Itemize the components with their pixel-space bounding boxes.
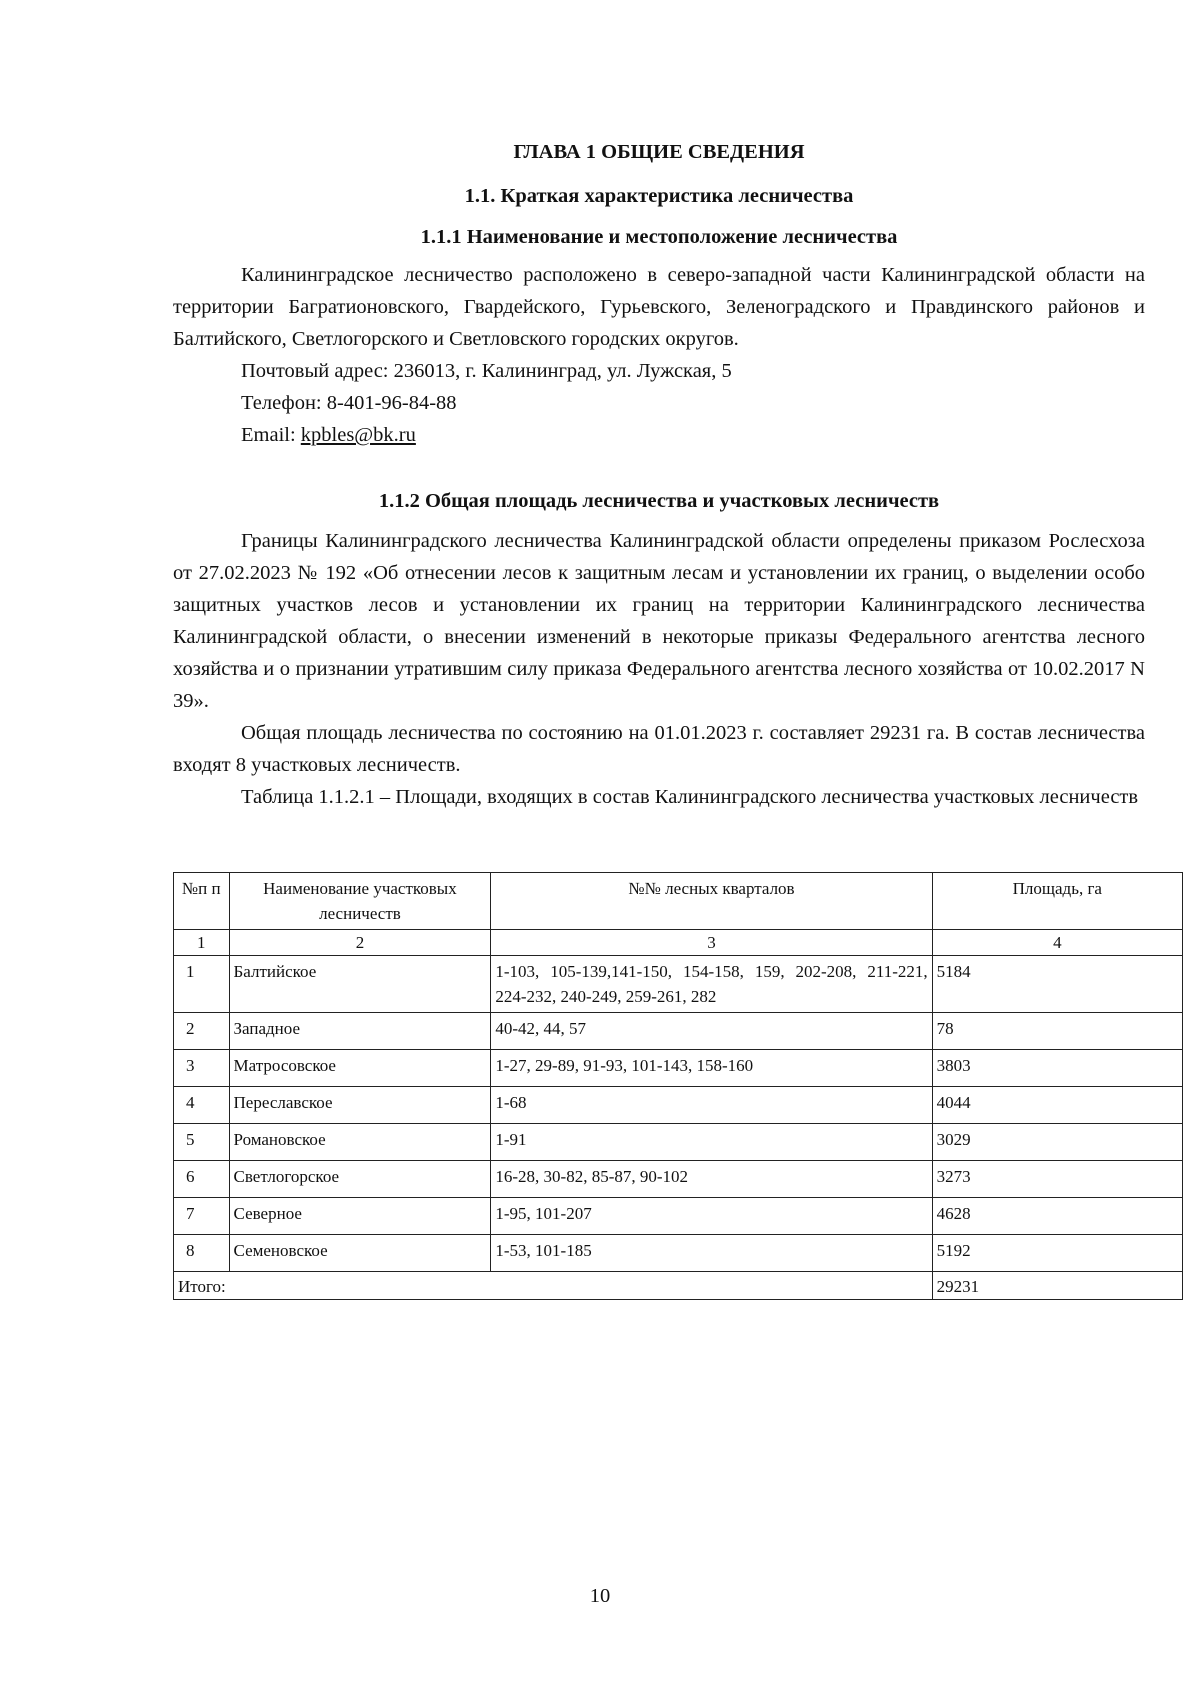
row-number: 7 — [174, 1198, 230, 1235]
table-row — [174, 1013, 1183, 1050]
row-name: Балтийское — [229, 956, 491, 1013]
subsection-1-title: 1.1.1 Наименование и местоположение лесничества — [420, 226, 898, 248]
header-number: №п п — [174, 873, 230, 930]
row-area: 5184 — [932, 956, 1182, 1013]
row-area: 3273 — [932, 1161, 1182, 1198]
row-number: 8 — [174, 1235, 230, 1272]
table-caption: Таблица 1.1.2.1 – Площади, входящих в состав Калининградского лесничества участковых лесничеств — [241, 786, 1139, 808]
forest-areas-table — [173, 872, 1183, 1300]
email-link[interactable]: kpbles@bk.ru — [300, 424, 416, 446]
page-number: 10 — [589, 1585, 611, 1607]
row-quarters: 40-42, 44, 57 — [491, 1013, 932, 1050]
row-name: Семеновское — [229, 1235, 491, 1272]
boundaries-paragraph: Границы Калининградского лесничества Калининградской области определены приказом Рослесхоза от 27.02.2023 № 192 «Об отнесении лесов к защитным лесам и установлении их границ, о выделении особо защитных участков лесов и установлении их границ на территории Калининградского лесничества Калининградской области, о внесении изменений в некоторые приказы Федерального агентства лесного хозяйства и о признании утратившим силу приказа Федерального агентства лесного хозяйства от 10.02.2017 N 39». — [173, 530, 1145, 712]
header-name: Наименование участковых лесничеств — [229, 873, 491, 930]
row-area: 4044 — [932, 1087, 1182, 1124]
postal-address: Почтовый адрес: 236013, г. Калининград, ул. Лужская, 5 — [241, 360, 732, 382]
table-row — [174, 1235, 1183, 1272]
row-quarters: 1-103, 105-139,141-150, 154-158, 159, 202-208, 211-221, 224-232, 240-249, 259-261, 282 — [491, 956, 932, 1013]
email-line — [173, 419, 1145, 451]
table-row — [174, 1198, 1183, 1235]
email-label: Email: — [241, 424, 301, 446]
table-row — [174, 1050, 1183, 1087]
row-area: 4628 — [932, 1198, 1182, 1235]
row-name: Переславское — [229, 1087, 491, 1124]
row-number: 3 — [174, 1050, 230, 1087]
row-quarters: 1-68 — [491, 1087, 932, 1124]
row-number: 2 — [174, 1013, 230, 1050]
row-area: 3029 — [932, 1124, 1182, 1161]
row-name: Светлогорское — [229, 1161, 491, 1198]
row-number: 5 — [174, 1124, 230, 1161]
section-title: 1.1. Краткая характеристика лесничества — [464, 185, 854, 207]
table-row — [174, 1087, 1183, 1124]
table-index-row — [174, 930, 1183, 956]
chapter-title: ГЛАВА 1 ОБЩИЕ СВЕДЕНИЯ — [513, 141, 805, 163]
table-row — [174, 1161, 1183, 1198]
index-cell: 2 — [229, 930, 491, 956]
index-cell: 4 — [932, 930, 1182, 956]
row-number: 6 — [174, 1161, 230, 1198]
page-content — [173, 138, 1145, 813]
index-cell: 1 — [174, 930, 230, 956]
subsection-2-title: 1.1.2 Общая площадь лесничества и участковых лесничеств — [378, 490, 940, 512]
total-label: Итого: — [174, 1272, 933, 1300]
row-name: Северное — [229, 1198, 491, 1235]
table-row — [174, 956, 1183, 1013]
location-paragraph: Калининградское лесничество расположено в северо-западной части Калининградской области на территории Багратионовского, Гвардейского, Гурьевского, Зеленоградского и Правдинского районов и Балтийского, Светлогорского и Светловского городских округов. — [173, 264, 1145, 350]
table-total-row — [174, 1272, 1183, 1300]
row-name: Матросовское — [229, 1050, 491, 1087]
total-area-paragraph: Общая площадь лесничества по состоянию на 01.01.2023 г. составляет 29231 га. В состав лесничества входят 8 участковых лесничеств. — [173, 722, 1145, 776]
phone-line: Телефон: 8-401-96-84-88 — [241, 392, 457, 414]
row-quarters: 1-91 — [491, 1124, 932, 1161]
header-quarters: №№ лесных кварталов — [491, 873, 932, 930]
row-area: 5192 — [932, 1235, 1182, 1272]
table-row — [174, 1124, 1183, 1161]
row-quarters: 16-28, 30-82, 85-87, 90-102 — [491, 1161, 932, 1198]
index-cell: 3 — [491, 930, 932, 956]
row-area: 3803 — [932, 1050, 1182, 1087]
row-quarters: 1-95, 101-207 — [491, 1198, 932, 1235]
row-number: 1 — [174, 956, 230, 1013]
table-header-row — [174, 873, 1183, 930]
row-number: 4 — [174, 1087, 230, 1124]
row-name: Западное — [229, 1013, 491, 1050]
row-quarters: 1-27, 29-89, 91-93, 101-143, 158-160 — [491, 1050, 932, 1087]
total-value: 29231 — [932, 1272, 1182, 1300]
row-area: 78 — [932, 1013, 1182, 1050]
header-area: Площадь, га — [932, 873, 1182, 930]
row-name: Романовское — [229, 1124, 491, 1161]
row-quarters: 1-53, 101-185 — [491, 1235, 932, 1272]
